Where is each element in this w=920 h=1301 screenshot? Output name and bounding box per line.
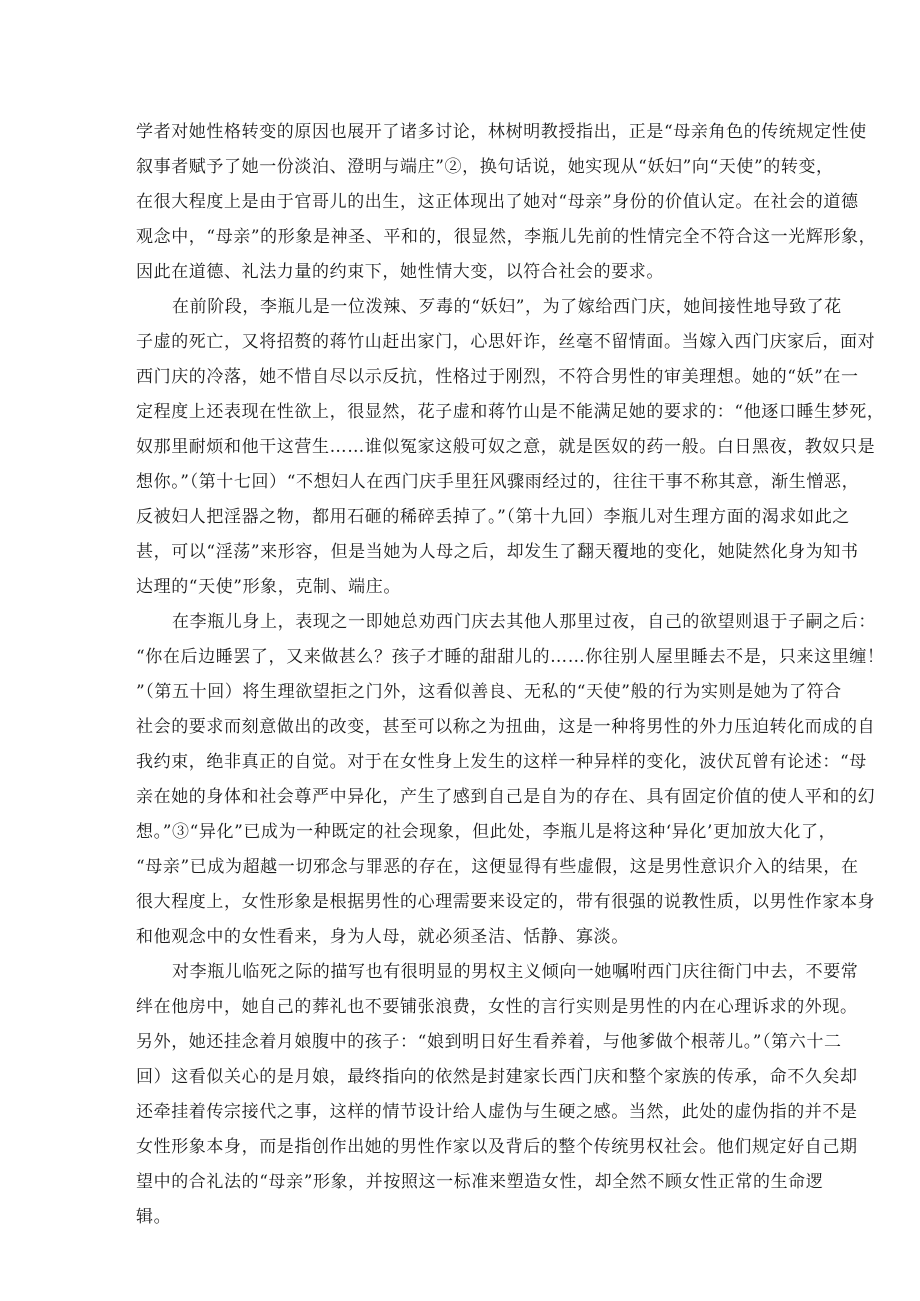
text-line: 达理的“天使”形象，克制、端庄。 [136,577,401,597]
text-line: 奴那里耐烦和他干这营生……谁似冤家这般可奴之意，就是医奴的药一般。白日黑夜，教奴只是 [136,437,876,457]
text-line: 我约束，绝非真正的自觉。对于在女性身上发生的这样一种异样的变化，波伏瓦曾有论述：“母 [136,752,867,772]
text-line: 绊在他房中，她自己的葬礼也不要铺张浪费，女性的言行实则是男性的内在心理诉求的外现。 [136,997,858,1017]
text-line: 观念中，“母亲”的形象是神圣、平和的，很显然，李瓶儿先前的性情完全不符合这一光辉形象， [136,227,877,247]
text-line: 还牵挂着传宗接代之事，这样的情节设计给人虚伪与生硬之感。当然，此处的虚伪指的并不是 [136,1102,858,1122]
text-line: 另外，她还挂念着月娘腹中的孩子：“娘到明日好生看养着，与他爹做个根蒂儿。”（第六十二 [136,1032,842,1052]
text-line: 女性形象本身，而是指创作出她的男性作家以及背后的整个传统男权社会。他们规定好自己期 [136,1137,858,1157]
paragraph-first-line: 在前阶段，李瓶儿是一位泼辣、歹毒的“妖妇”，为了嫁给西门庆，她间接性地导致了花 [172,297,842,317]
text-line: 很大程度上，女性形象是根据男性的心理需要来设定的，带有很强的说教性质，以男性作家本身 [136,892,876,912]
text-line: 和他观念中的女性看来，身为人母，就必须圣洁、恬静、寡淡。 [136,927,629,947]
text-line: 辑。 [136,1207,172,1227]
paragraph-first-line: 对李瓶儿临死之际的描写也有很明显的男权主义倾向一她嘱咐西门庆往衙门中去，不要常 [172,962,859,982]
text-line: 想你。”（第十七回）“不想妇人在西门庆手里狂风骤雨经过的，往往干事不称其意，渐生憎恶， [136,472,860,492]
text-line: 在很大程度上是由于官哥儿的出生，这正体现出了她对“母亲”身份的价值认定。在社会的道德 [136,192,859,212]
text-line: 社会的要求而刻意做出的改变，甚至可以称之为扭曲，这是一种将男性的外力压迫转化而成的自 [136,717,876,737]
text-line: 定程度上还表现在性欲上，很显然，花子虚和蒋竹山是不能满足她的要求的：“他逐口睡生梦死， [136,402,885,422]
paragraph-first-line: 在李瓶儿身上，表现之一即她总劝西门庆去其他人那里过夜，自己的欲望则退于子嗣之后： [172,612,876,632]
text-line: 甚，可以“淫荡”来形容，但是当她为人母之后，却发生了翻天覆地的变化，她陡然化身为知书 [136,542,859,562]
text-line: 亲在她的身体和社会尊严中异化，产生了感到自己是自为的存在、具有固定价值的使人平和的幻 [136,787,876,807]
text-line: “母亲”已成为超越一切邪念与罪恶的存在，这便显得有些虚假，这是男性意识介入的结果，在 [136,857,859,877]
text-line: 子虚的死亡，又将招赘的蒋竹山赶出家门，心思奸诈，丝毫不留情面。当嫁入西门庆家后，面对 [136,332,876,352]
text-line: 因此在道德、礼法力量的约束下，她性情大变，以符合社会的要求。 [136,262,664,282]
text-line: 望中的合礼法的“母亲”形象，并按照这一标准来塑造女性，却全然不顾女性正常的生命逻 [136,1172,824,1192]
text-line: 叙事者赋予了她一份淡泊、澄明与端庄”②，换句话说，她实现从“妖妇”向“天使”的转变， [136,157,834,177]
text-line: 西门庆的冷落，她不惜自尽以示反抗，性格过于刚烈，不符合男性的审美理想。她的“妖”在一 [136,367,859,387]
text-line: 想。”③“异化”已成为一种既定的社会现象，但此处，李瓶儿是将这种‘异化’更加放大化了， [136,822,837,842]
text-line: “你在后边睡罢了，又来做甚么？孩子才睡的甜甜儿的……你往别人屋里睡去不是，只来这里缠！ [136,647,885,667]
text-line: 回）这看似关心的是月娘，最终指向的依然是封建家长西门庆和整个家族的传承，命不久矣却 [136,1067,858,1087]
text-line: 反被妇人把淫器之物，都用石砸的稀碎丢掉了。”（第十九回）李瓶儿对生理方面的渴求如此之 [136,507,850,527]
text-line: ”（第五十回）将生理欲望拒之门外，这看似善良、无私的“天使”般的行为实则是她为了符合 [136,682,842,702]
text-line: 学者对她性格转变的原因也展开了诸多讨论，林树明教授指出，正是“母亲角色的传统规定性使 [136,122,867,142]
